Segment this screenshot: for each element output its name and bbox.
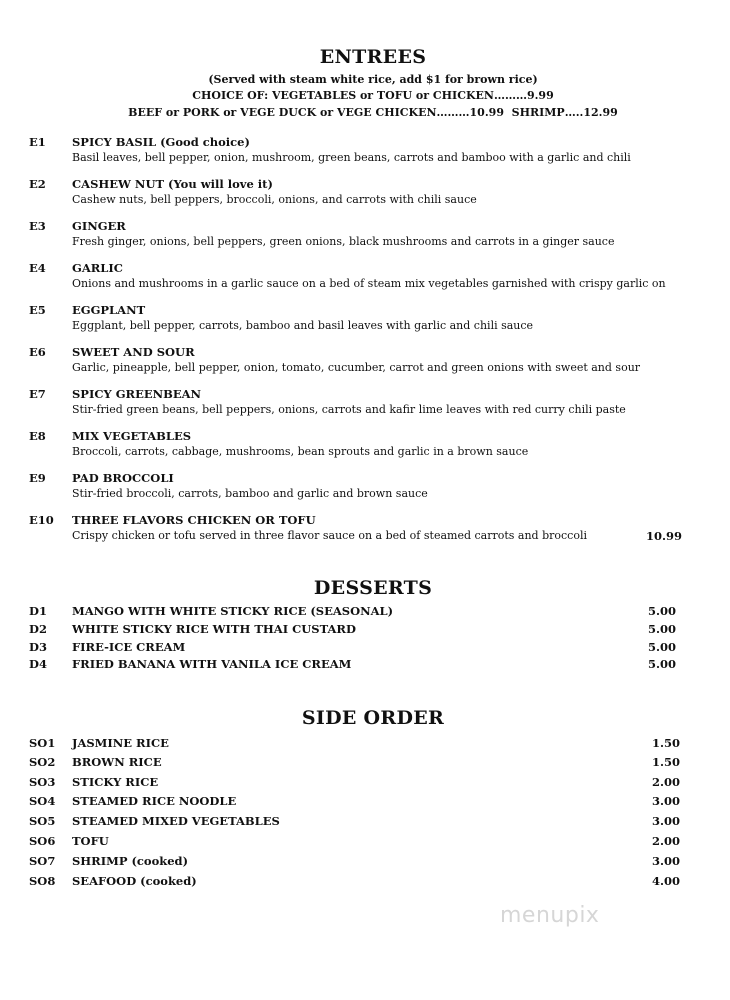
item-code: E10 <box>29 513 54 527</box>
item-code: E5 <box>29 303 46 317</box>
side-order-item <box>0 874 730 890</box>
item-description: Basil leaves, bell pepper, onion, mushroom, green beans, carrots and bamboo with a garlic and chili <box>72 151 631 164</box>
item-code: E1 <box>29 135 46 149</box>
item-name: SPICY BASIL (Good choice) <box>72 135 250 149</box>
item-name: STEAMED MIXED VEGETABLES <box>72 814 280 828</box>
item-price: 3.00 <box>652 854 681 868</box>
item-price: 3.00 <box>652 794 681 808</box>
item-code: SO7 <box>29 854 56 868</box>
entrees-note-rice: (Served with steam white rice, add $1 for brown rice) <box>208 73 538 86</box>
item-name: JASMINE RICE <box>72 736 169 750</box>
item-name: STEAMED RICE NOODLE <box>72 794 237 808</box>
item-name: SEAFOOD (cooked) <box>72 874 197 888</box>
entree-item <box>0 471 730 507</box>
item-name: MANGO WITH WHITE STICKY RICE (SEASONAL) <box>72 604 394 618</box>
item-code: E3 <box>29 219 46 233</box>
item-code: SO3 <box>29 775 56 789</box>
entree-item <box>0 135 730 171</box>
entree-item <box>0 345 730 381</box>
side-order-item <box>0 755 730 771</box>
entree-item <box>0 387 730 423</box>
item-code: E2 <box>29 177 46 191</box>
item-name: GINGER <box>72 219 126 233</box>
item-description: Stir-fried green beans, bell peppers, onions, carrots and kafir lime leaves with red curry chili paste <box>72 403 626 416</box>
item-code: E8 <box>29 429 46 443</box>
item-code: E9 <box>29 471 46 485</box>
item-price: 5.00 <box>648 622 677 636</box>
item-name: FRIED BANANA WITH VANILA ICE CREAM <box>72 657 352 671</box>
item-price: 5.00 <box>648 604 677 618</box>
item-description: Fresh ginger, onions, bell peppers, green onions, black mushrooms and carrots in a ginger sauce <box>72 235 615 248</box>
item-code: SO1 <box>29 736 56 750</box>
entrees-note-choice-1: CHOICE OF: VEGETABLES or TOFU or CHICKEN………9.99 <box>192 89 554 102</box>
item-price: 1.50 <box>652 755 681 769</box>
item-code: D2 <box>29 622 47 636</box>
item-code: D3 <box>29 640 47 654</box>
item-price: 2.00 <box>652 834 681 848</box>
item-name: SHRIMP (cooked) <box>72 854 189 868</box>
item-name: STICKY RICE <box>72 775 159 789</box>
entree-item <box>0 219 730 255</box>
item-description: Cashew nuts, bell peppers, broccoli, onions, and carrots with chili sauce <box>72 193 477 206</box>
item-price: 10.99 <box>646 529 683 543</box>
item-name: SPICY GREENBEAN <box>72 387 202 401</box>
item-code: D1 <box>29 604 47 618</box>
entree-item <box>0 177 730 213</box>
item-code: D4 <box>29 657 47 671</box>
item-description: Broccoli, carrots, cabbage, mushrooms, bean sprouts and garlic in a brown sauce <box>72 445 529 458</box>
item-price: 3.00 <box>652 814 681 828</box>
item-name: THREE FLAVORS CHICKEN OR TOFU <box>72 513 316 527</box>
side-order-item <box>0 834 730 850</box>
entree-item <box>0 513 730 549</box>
item-code: E7 <box>29 387 46 401</box>
dessert-item <box>0 640 730 656</box>
dessert-item <box>0 657 730 673</box>
item-description: Garlic, pineapple, bell pepper, onion, tomato, cucumber, carrot and green onions with sweet and sour <box>72 361 641 374</box>
dessert-item <box>0 622 730 638</box>
item-price: 1.50 <box>652 736 681 750</box>
entree-item <box>0 303 730 339</box>
item-price: 2.00 <box>652 775 681 789</box>
entree-item <box>0 261 730 297</box>
side-order-item <box>0 814 730 830</box>
item-price: 5.00 <box>648 640 677 654</box>
item-price: 5.00 <box>648 657 677 671</box>
item-name: BROWN RICE <box>72 755 162 769</box>
item-code: SO5 <box>29 814 56 828</box>
side-order-item <box>0 736 730 752</box>
item-description: Eggplant, bell pepper, carrots, bamboo and basil leaves with garlic and chili sauce <box>72 319 534 332</box>
side-order-item <box>0 794 730 810</box>
item-name: EGGPLANT <box>72 303 146 317</box>
item-name: SWEET AND SOUR <box>72 345 195 359</box>
item-description: Crispy chicken or tofu served in three flavor sauce on a bed of steamed carrots and broccoli <box>72 529 587 542</box>
menupix-watermark: menupix <box>500 903 600 928</box>
desserts-title: DESSERTS <box>313 577 433 599</box>
item-name: MIX VEGETABLES <box>72 429 192 443</box>
item-code: E4 <box>29 261 46 275</box>
item-name: CASHEW NUT (You will love it) <box>72 177 273 191</box>
side-order-item <box>0 854 730 870</box>
side-order-item <box>0 775 730 791</box>
side-order-title: SIDE ORDER <box>301 707 445 729</box>
item-price: 4.00 <box>652 874 681 888</box>
item-name: WHITE STICKY RICE WITH THAI CUSTARD <box>72 622 356 636</box>
entrees-note-choice-2: BEEF or PORK or VEGE DUCK or VEGE CHICKEN………10.99 SHRIMP…..12.99 <box>128 106 618 119</box>
item-code: SO2 <box>29 755 56 769</box>
dessert-item <box>0 604 730 620</box>
item-code: SO6 <box>29 834 56 848</box>
item-name: PAD BROCCOLI <box>72 471 174 485</box>
entrees-title: ENTREES <box>319 46 427 68</box>
item-name: FIRE-ICE CREAM <box>72 640 186 654</box>
item-code: E6 <box>29 345 46 359</box>
item-name: GARLIC <box>72 261 123 275</box>
item-description: Onions and mushrooms in a garlic sauce on a bed of steam mix vegetables garnished with crispy garlic on <box>72 277 666 290</box>
item-name: TOFU <box>72 834 109 848</box>
item-description: Stir-fried broccoli, carrots, bamboo and garlic and brown sauce <box>72 487 428 500</box>
entree-item <box>0 429 730 465</box>
item-code: SO4 <box>29 794 56 808</box>
item-code: SO8 <box>29 874 56 888</box>
